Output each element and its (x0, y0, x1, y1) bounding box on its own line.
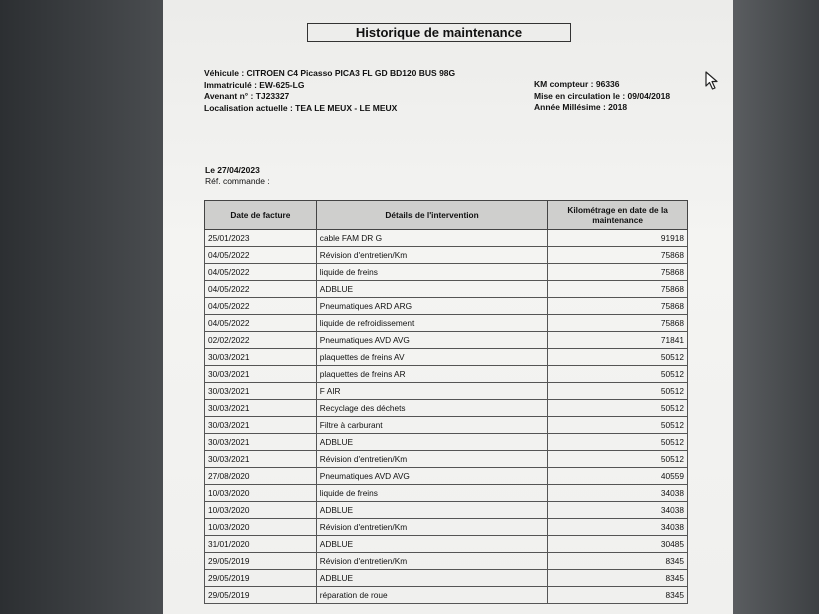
cell-invoice-date: 30/03/2021 (205, 383, 317, 400)
vehicle-location: Localisation actuelle : TEA LE MEUX - LE MEUX (204, 102, 398, 113)
cell-intervention-details: Révision d'entretien/Km (316, 247, 547, 264)
cell-invoice-date: 30/03/2021 (205, 366, 317, 383)
vehicle-stats (534, 79, 670, 114)
table-row (205, 281, 688, 298)
cell-intervention-details: ADBLUE (316, 570, 547, 587)
background-right (733, 0, 819, 614)
table-row (205, 383, 688, 400)
header-intervention-details: Détails de l'intervention (316, 201, 547, 230)
cell-invoice-date: 25/01/2023 (205, 230, 317, 247)
cell-intervention-details: Révision d'entretien/Km (316, 553, 547, 570)
cell-mileage: 50512 (548, 417, 688, 434)
cell-invoice-date: 10/03/2020 (205, 519, 317, 536)
maintenance-table (204, 200, 688, 604)
cell-invoice-date: 29/05/2019 (205, 587, 317, 604)
table-row (205, 230, 688, 247)
cell-invoice-date: 30/03/2021 (205, 434, 317, 451)
cell-invoice-date: 29/05/2019 (205, 570, 317, 587)
cell-intervention-details: Filtre à carburant (316, 417, 547, 434)
cell-intervention-details: Révision d'entretien/Km (316, 519, 547, 536)
cell-invoice-date: 10/03/2020 (205, 502, 317, 519)
cell-invoice-date: 27/08/2020 (205, 468, 317, 485)
cell-intervention-details: ADBLUE (316, 502, 547, 519)
vehicle-amendment: Avenant n° : TJ23327 (204, 91, 290, 101)
order-date: Le 27/04/2023 (205, 165, 260, 175)
cell-mileage: 8345 (548, 570, 688, 587)
cell-invoice-date: 10/03/2020 (205, 485, 317, 502)
cell-invoice-date: 04/05/2022 (205, 281, 317, 298)
cell-mileage: 75868 (548, 264, 688, 281)
header-mileage: Kilométrage en date de la maintenance (548, 201, 688, 230)
model-year: Année Millésime : 2018 (534, 102, 628, 112)
cell-mileage: 34038 (548, 519, 688, 536)
cell-invoice-date: 30/03/2021 (205, 400, 317, 417)
order-info (205, 165, 270, 187)
cell-intervention-details: liquide de freins (316, 264, 547, 281)
cell-mileage: 50512 (548, 434, 688, 451)
cell-mileage: 50512 (548, 366, 688, 383)
table-row (205, 451, 688, 468)
cell-invoice-date: 30/03/2021 (205, 451, 317, 468)
cell-invoice-date: 30/03/2021 (205, 349, 317, 366)
table-row (205, 366, 688, 383)
vehicle-registration: Immatriculé : EW-625-LG (204, 79, 305, 90)
background-left (0, 0, 165, 614)
page-title: Historique de maintenance (307, 23, 571, 42)
header-invoice-date: Date de facture (205, 201, 317, 230)
document-page (163, 0, 733, 614)
mouse-pointer-icon (704, 71, 722, 91)
cell-intervention-details: ADBLUE (316, 536, 547, 553)
table-row (205, 315, 688, 332)
vehicle-info (204, 68, 455, 114)
table-row (205, 417, 688, 434)
km-counter: KM compteur : 96336 (534, 79, 620, 89)
cell-mileage: 50512 (548, 383, 688, 400)
cell-mileage: 75868 (548, 315, 688, 332)
table-row (205, 400, 688, 417)
table-row (205, 298, 688, 315)
table-row (205, 485, 688, 502)
cell-mileage: 30485 (548, 536, 688, 553)
table-row (205, 247, 688, 264)
vehicle-model: Véhicule : CITROEN C4 Picasso PICA3 FL GD BD120 BUS 98G (204, 68, 456, 78)
cell-mileage: 75868 (548, 281, 688, 298)
table-row (205, 434, 688, 451)
cell-mileage: 50512 (548, 451, 688, 468)
cell-intervention-details: cable FAM DR G (316, 230, 547, 247)
cell-intervention-details: Pneumatiques ARD ARG (316, 298, 547, 315)
table-row (205, 502, 688, 519)
cell-invoice-date: 29/05/2019 (205, 553, 317, 570)
cell-intervention-details: ADBLUE (316, 434, 547, 451)
cell-invoice-date: 02/02/2022 (205, 332, 317, 349)
cell-mileage: 34038 (548, 485, 688, 502)
cell-mileage: 40559 (548, 468, 688, 485)
cell-mileage: 75868 (548, 247, 688, 264)
cell-invoice-date: 31/01/2020 (205, 536, 317, 553)
table-row (205, 264, 688, 281)
cell-intervention-details: liquide de freins (316, 485, 547, 502)
cell-mileage: 8345 (548, 553, 688, 570)
cell-invoice-date: 04/05/2022 (205, 264, 317, 281)
cell-intervention-details: plaquettes de freins AR (316, 366, 547, 383)
cell-mileage: 34038 (548, 502, 688, 519)
cell-invoice-date: 04/05/2022 (205, 247, 317, 264)
cell-invoice-date: 30/03/2021 (205, 417, 317, 434)
table-row (205, 587, 688, 604)
cell-mileage: 91918 (548, 230, 688, 247)
table-row (205, 570, 688, 587)
cell-intervention-details: Pneumatiques AVD AVG (316, 332, 547, 349)
registration-date: Mise en circulation le : 09/04/2018 (534, 90, 671, 101)
cell-intervention-details: Recyclage des déchets (316, 400, 547, 417)
table-row (205, 349, 688, 366)
cell-invoice-date: 04/05/2022 (205, 315, 317, 332)
cell-intervention-details: Pneumatiques AVD AVG (316, 468, 547, 485)
cell-intervention-details: réparation de roue (316, 587, 547, 604)
cell-intervention-details: plaquettes de freins AV (316, 349, 547, 366)
cell-mileage: 50512 (548, 349, 688, 366)
table-row (205, 553, 688, 570)
table-header-row (205, 201, 688, 230)
cell-intervention-details: liquide de refroidissement (316, 315, 547, 332)
cell-intervention-details: F AIR (316, 383, 547, 400)
table-row (205, 332, 688, 349)
cell-intervention-details: Révision d'entretien/Km (316, 451, 547, 468)
cell-mileage: 75868 (548, 298, 688, 315)
table-row (205, 519, 688, 536)
table-row (205, 536, 688, 553)
cell-mileage: 8345 (548, 587, 688, 604)
cell-mileage: 50512 (548, 400, 688, 417)
cell-mileage: 71841 (548, 332, 688, 349)
table-row (205, 468, 688, 485)
order-reference: Réf. commande : (205, 176, 270, 186)
cell-invoice-date: 04/05/2022 (205, 298, 317, 315)
cell-intervention-details: ADBLUE (316, 281, 547, 298)
